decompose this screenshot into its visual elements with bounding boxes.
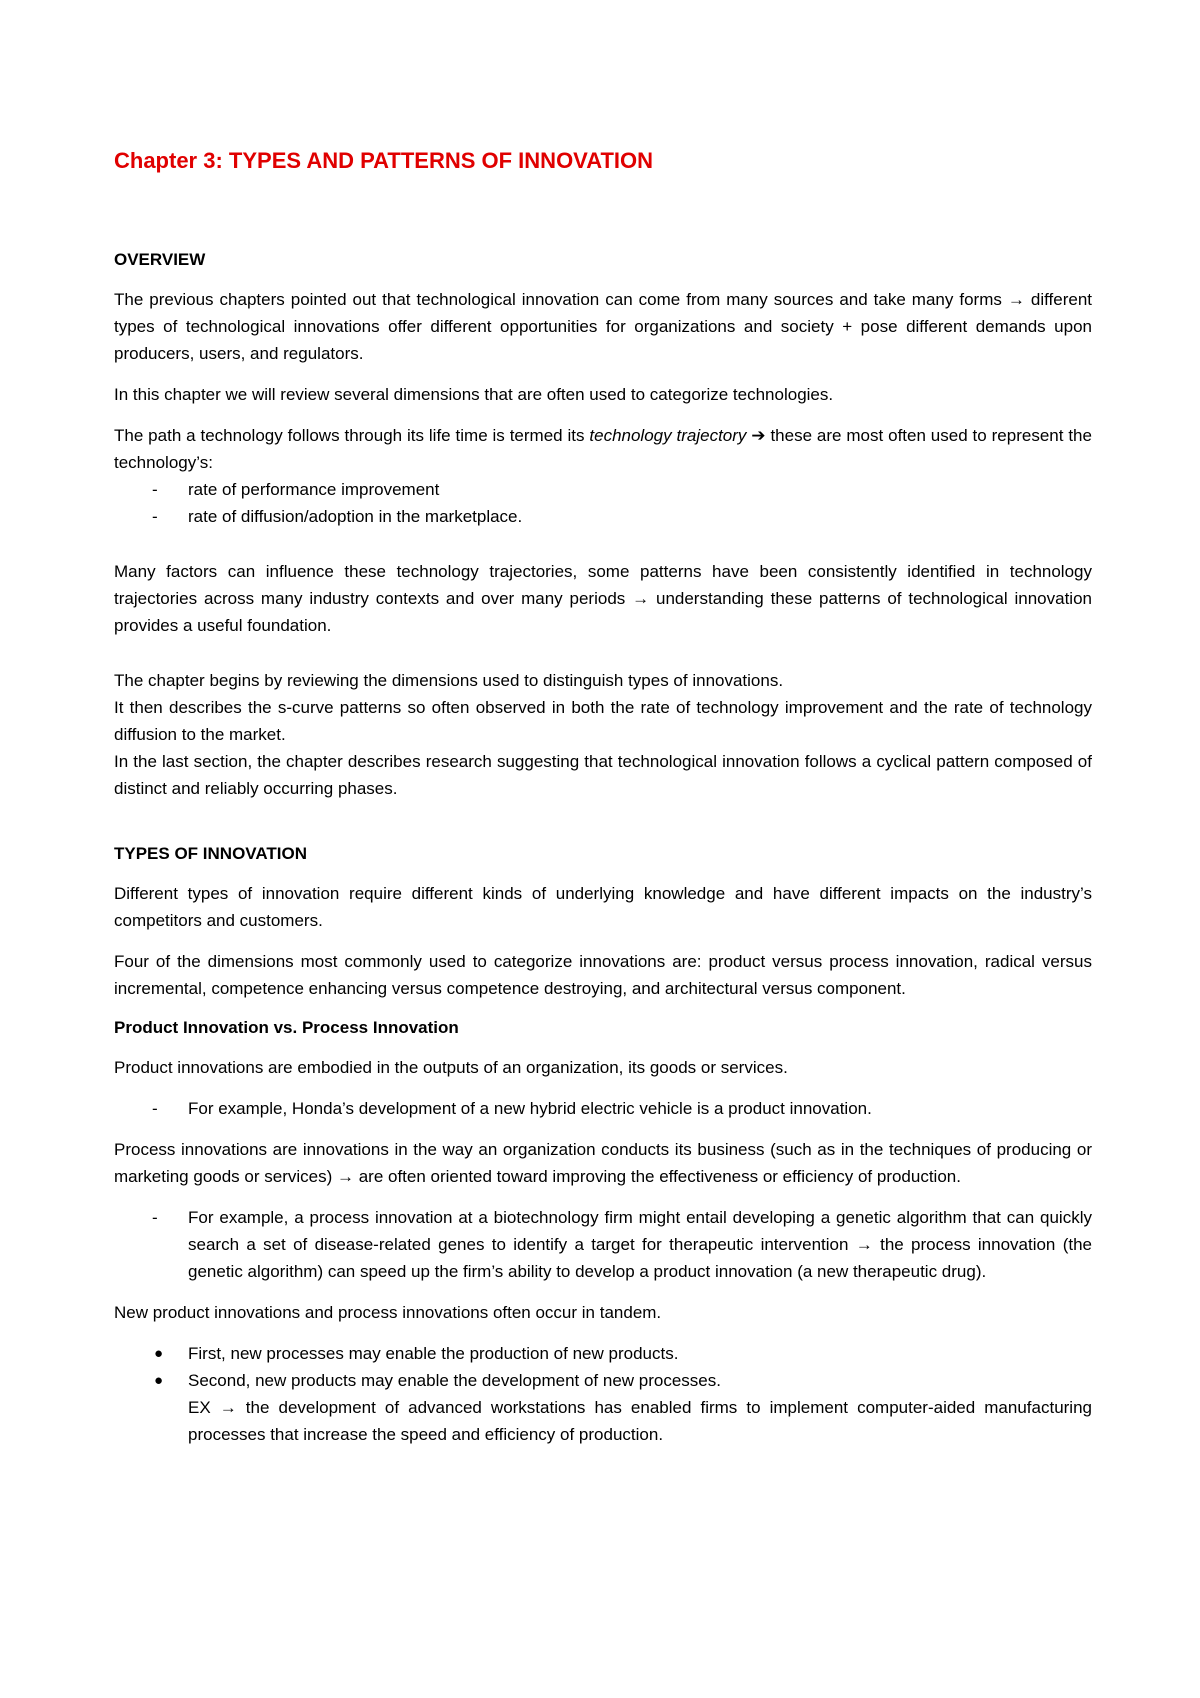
list-item [114, 1095, 1092, 1122]
list-item-text: Second, new products may enable the development of new processes. [188, 1371, 721, 1390]
overview-paragraph-1: The previous chapters pointed out that technological innovation can come from many sources and take many forms → different types of technological innovations offer different opportunities for organizations and society + pose different demands upon producers, users, and regulators. [114, 290, 1092, 363]
list-item-text: For example, a process innovation at a biotechnology firm might entail developing a genetic algorithm that can quickly search a set of disease-related genes to identify a target for therapeutic intervention → the process innovation (the genetic algorithm) can speed up the firm’s ability to develop a product innovation (a new therapeutic drug). [188, 1208, 1092, 1281]
chapter-title: Chapter 3: TYPES AND PATTERNS OF INNOVATION [114, 148, 654, 173]
product-vs-process-subheading: Product Innovation vs. Process Innovation [114, 1018, 459, 1037]
types-paragraph-1: Different types of innovation require different kinds of underlying knowledge and have different impacts on the industry’s competitors and customers. [114, 884, 1092, 930]
list-item-text: rate of diffusion/adoption in the marketplace. [188, 507, 523, 526]
overview-paragraph-4: Many factors can influence these technology trajectories, some patterns have been consistently identified in technology trajectories across many industry contexts and over many periods → understanding these patterns of technological innovation provides a useful foundation. [114, 562, 1092, 635]
list-item-text: For example, Honda’s development of a new hybrid electric vehicle is a product innovation. [188, 1099, 872, 1118]
types-paragraph-4: Process innovations are innovations in the way an organization conducts its business (such as in the techniques of producing or marketing goods or services) → are often oriented toward improving the effectiveness or efficiency of production. [114, 1140, 1092, 1186]
example-list-1 [114, 1095, 1092, 1122]
list-item-text: rate of performance improvement [188, 480, 440, 499]
list-item-text: First, new processes may enable the production of new products. [188, 1344, 679, 1363]
list-item [114, 1340, 1092, 1367]
types-heading: TYPES OF INNOVATION [114, 844, 307, 863]
trajectory-list [114, 476, 1092, 530]
trajectory-text-before: The path a technology follows through its life time is termed its [114, 426, 590, 445]
overview-heading: OVERVIEW [114, 250, 206, 269]
types-paragraph-2: Four of the dimensions most commonly used to categorize innovations are: product versus process innovation, radical versus incremental, competence enhancing versus competence destroying, and architectural versus component. [114, 952, 1092, 998]
types-paragraph-5: New product innovations and process innovations often occur in tandem. [114, 1303, 662, 1322]
list-item [114, 476, 1092, 503]
list-item [114, 1367, 1092, 1448]
trajectory-term: technology trajectory [589, 426, 747, 445]
overview-paragraph-5a: The chapter begins by reviewing the dimensions used to distinguish types of innovations. [114, 671, 784, 690]
example-list-2 [114, 1204, 1092, 1285]
tandem-bullet-list [114, 1340, 1092, 1448]
types-paragraph-3: Product innovations are embodied in the outputs of an organization, its goods or services. [114, 1058, 788, 1077]
dash-marker: - [152, 507, 158, 526]
overview-paragraph-5c: In the last section, the chapter describes research suggesting that technological innovation follows a cyclical pattern composed of distinct and reliably occurring phases. [114, 752, 1092, 798]
dash-marker: - [152, 1099, 158, 1118]
overview-paragraph-5b: It then describes the s-curve patterns so often observed in both the rate of technology improvement and the rate of technology diffusion to the market. [114, 698, 1092, 744]
example-text: EX → the development of advanced workstations has enabled firms to implement computer-aided manufacturing processes that increase the speed and efficiency of production. [188, 1398, 1092, 1444]
list-item [114, 503, 1092, 530]
dash-marker: - [152, 1208, 158, 1227]
list-item [114, 1204, 1092, 1285]
overview-paragraph-3 [114, 422, 1092, 476]
dash-marker: - [152, 480, 158, 499]
trajectory-text-after: ➔ these are most often used to represent the technology’s: [114, 426, 1092, 472]
overview-paragraph-2: In this chapter we will review several dimensions that are often used to categorize technologies. [114, 385, 834, 404]
bullet-marker: ● [154, 1345, 164, 1362]
bullet-marker: ● [154, 1372, 164, 1389]
